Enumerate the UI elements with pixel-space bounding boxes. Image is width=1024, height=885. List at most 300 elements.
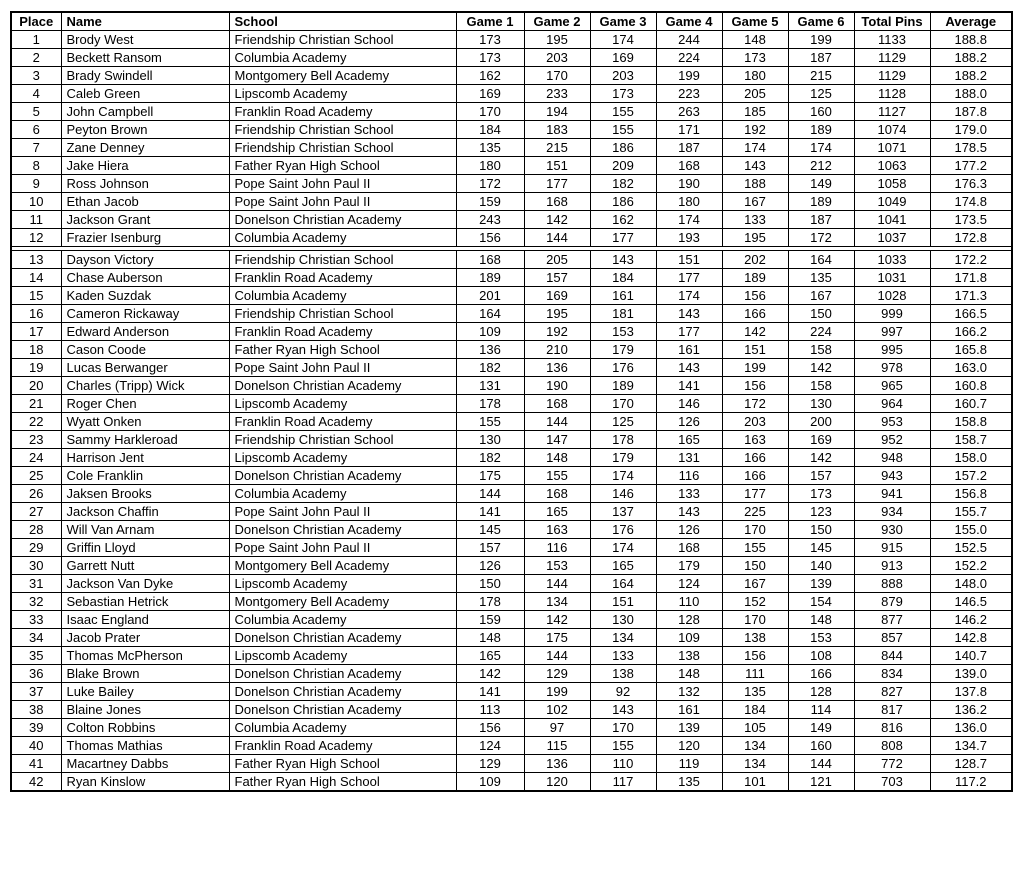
cell-average: 171.8 bbox=[930, 269, 1012, 287]
cell-average: 152.5 bbox=[930, 539, 1012, 557]
cell-game-5: 172 bbox=[722, 395, 788, 413]
cell-place: 13 bbox=[11, 251, 61, 269]
cell-game-5: 148 bbox=[722, 31, 788, 49]
cell-average: 156.8 bbox=[930, 485, 1012, 503]
cell-game-4: 190 bbox=[656, 175, 722, 193]
cell-game-1: 129 bbox=[456, 755, 524, 773]
cell-game-4: 109 bbox=[656, 629, 722, 647]
cell-total-pins: 888 bbox=[854, 575, 930, 593]
cell-game-4: 119 bbox=[656, 755, 722, 773]
cell-school: Donelson Christian Academy bbox=[229, 377, 456, 395]
cell-game-1: 162 bbox=[456, 67, 524, 85]
cell-game-3: 117 bbox=[590, 773, 656, 792]
cell-average: 158.7 bbox=[930, 431, 1012, 449]
cell-place: 17 bbox=[11, 323, 61, 341]
cell-game-6: 125 bbox=[788, 85, 854, 103]
cell-game-3: 92 bbox=[590, 683, 656, 701]
cell-game-1: 201 bbox=[456, 287, 524, 305]
cell-average: 187.8 bbox=[930, 103, 1012, 121]
cell-game-4: 161 bbox=[656, 701, 722, 719]
cell-game-1: 159 bbox=[456, 611, 524, 629]
cell-game-1: 180 bbox=[456, 157, 524, 175]
cell-game-2: 195 bbox=[524, 305, 590, 323]
cell-game-2: 205 bbox=[524, 251, 590, 269]
cell-school: Lipscomb Academy bbox=[229, 395, 456, 413]
table-row bbox=[11, 773, 1012, 792]
cell-game-3: 209 bbox=[590, 157, 656, 175]
table-row bbox=[11, 157, 1012, 175]
cell-game-6: 174 bbox=[788, 139, 854, 157]
cell-game-3: 169 bbox=[590, 49, 656, 67]
cell-game-6: 123 bbox=[788, 503, 854, 521]
header-row bbox=[11, 12, 1012, 31]
cell-name: Lucas Berwanger bbox=[61, 359, 229, 377]
cell-game-4: 174 bbox=[656, 287, 722, 305]
cell-game-3: 155 bbox=[590, 737, 656, 755]
cell-name: Kaden Suzdak bbox=[61, 287, 229, 305]
cell-name: Roger Chen bbox=[61, 395, 229, 413]
cell-total-pins: 877 bbox=[854, 611, 930, 629]
cell-name: Sebastian Hetrick bbox=[61, 593, 229, 611]
cell-total-pins: 1071 bbox=[854, 139, 930, 157]
cell-game-6: 224 bbox=[788, 323, 854, 341]
cell-game-5: 101 bbox=[722, 773, 788, 792]
cell-average: 188.2 bbox=[930, 49, 1012, 67]
cell-game-1: 170 bbox=[456, 103, 524, 121]
cell-game-2: 151 bbox=[524, 157, 590, 175]
table-row bbox=[11, 737, 1012, 755]
cell-school: Franklin Road Academy bbox=[229, 413, 456, 431]
cell-game-2: 190 bbox=[524, 377, 590, 395]
table-row bbox=[11, 229, 1012, 247]
cell-game-5: 155 bbox=[722, 539, 788, 557]
cell-name: Caleb Green bbox=[61, 85, 229, 103]
cell-game-6: 128 bbox=[788, 683, 854, 701]
table-row bbox=[11, 139, 1012, 157]
cell-average: 158.8 bbox=[930, 413, 1012, 431]
table-row bbox=[11, 323, 1012, 341]
cell-game-1: 182 bbox=[456, 359, 524, 377]
cell-game-2: 194 bbox=[524, 103, 590, 121]
cell-game-6: 164 bbox=[788, 251, 854, 269]
cell-game-1: 178 bbox=[456, 593, 524, 611]
cell-name: Edward Anderson bbox=[61, 323, 229, 341]
cell-game-3: 146 bbox=[590, 485, 656, 503]
cell-game-6: 139 bbox=[788, 575, 854, 593]
cell-average: 128.7 bbox=[930, 755, 1012, 773]
cell-school: Columbia Academy bbox=[229, 229, 456, 247]
cell-school: Columbia Academy bbox=[229, 485, 456, 503]
cell-school: Franklin Road Academy bbox=[229, 269, 456, 287]
cell-game-5: 135 bbox=[722, 683, 788, 701]
table-row bbox=[11, 467, 1012, 485]
cell-average: 139.0 bbox=[930, 665, 1012, 683]
cell-game-1: 141 bbox=[456, 683, 524, 701]
cell-place: 33 bbox=[11, 611, 61, 629]
cell-average: 188.8 bbox=[930, 31, 1012, 49]
cell-place: 11 bbox=[11, 211, 61, 229]
cell-total-pins: 943 bbox=[854, 467, 930, 485]
table-row bbox=[11, 287, 1012, 305]
column-header-game-6: Game 6 bbox=[788, 12, 854, 31]
cell-game-5: 195 bbox=[722, 229, 788, 247]
cell-game-2: 168 bbox=[524, 395, 590, 413]
cell-game-1: 164 bbox=[456, 305, 524, 323]
cell-game-6: 167 bbox=[788, 287, 854, 305]
cell-name: Chase Auberson bbox=[61, 269, 229, 287]
cell-name: Thomas Mathias bbox=[61, 737, 229, 755]
cell-average: 117.2 bbox=[930, 773, 1012, 792]
cell-game-3: 134 bbox=[590, 629, 656, 647]
cell-total-pins: 1128 bbox=[854, 85, 930, 103]
cell-game-4: 187 bbox=[656, 139, 722, 157]
cell-game-3: 174 bbox=[590, 539, 656, 557]
cell-average: 136.2 bbox=[930, 701, 1012, 719]
cell-average: 146.5 bbox=[930, 593, 1012, 611]
cell-place: 5 bbox=[11, 103, 61, 121]
cell-place: 31 bbox=[11, 575, 61, 593]
cell-game-5: 203 bbox=[722, 413, 788, 431]
cell-average: 172.8 bbox=[930, 229, 1012, 247]
cell-school: Donelson Christian Academy bbox=[229, 521, 456, 539]
cell-average: 166.2 bbox=[930, 323, 1012, 341]
cell-average: 140.7 bbox=[930, 647, 1012, 665]
cell-total-pins: 1127 bbox=[854, 103, 930, 121]
cell-game-6: 187 bbox=[788, 49, 854, 67]
cell-school: Pope Saint John Paul II bbox=[229, 359, 456, 377]
cell-game-4: 180 bbox=[656, 193, 722, 211]
cell-game-5: 185 bbox=[722, 103, 788, 121]
cell-game-6: 172 bbox=[788, 229, 854, 247]
cell-game-6: 153 bbox=[788, 629, 854, 647]
cell-game-2: 155 bbox=[524, 467, 590, 485]
cell-game-5: 111 bbox=[722, 665, 788, 683]
cell-game-3: 176 bbox=[590, 359, 656, 377]
cell-game-5: 166 bbox=[722, 305, 788, 323]
column-header-game-1: Game 1 bbox=[456, 12, 524, 31]
cell-place: 40 bbox=[11, 737, 61, 755]
table-row bbox=[11, 701, 1012, 719]
cell-game-5: 170 bbox=[722, 521, 788, 539]
cell-name: Will Van Arnam bbox=[61, 521, 229, 539]
cell-school: Montgomery Bell Academy bbox=[229, 593, 456, 611]
table-row bbox=[11, 593, 1012, 611]
cell-game-4: 124 bbox=[656, 575, 722, 593]
cell-game-5: 150 bbox=[722, 557, 788, 575]
cell-name: Ryan Kinslow bbox=[61, 773, 229, 792]
cell-average: 158.0 bbox=[930, 449, 1012, 467]
cell-game-1: 173 bbox=[456, 31, 524, 49]
cell-game-1: 156 bbox=[456, 719, 524, 737]
cell-game-1: 131 bbox=[456, 377, 524, 395]
cell-game-1: 178 bbox=[456, 395, 524, 413]
cell-school: Friendship Christian School bbox=[229, 305, 456, 323]
cell-total-pins: 844 bbox=[854, 647, 930, 665]
cell-school: Friendship Christian School bbox=[229, 139, 456, 157]
cell-school: Columbia Academy bbox=[229, 287, 456, 305]
cell-game-1: 172 bbox=[456, 175, 524, 193]
cell-game-4: 168 bbox=[656, 157, 722, 175]
cell-game-1: 113 bbox=[456, 701, 524, 719]
cell-average: 134.7 bbox=[930, 737, 1012, 755]
cell-game-5: 156 bbox=[722, 377, 788, 395]
cell-place: 39 bbox=[11, 719, 61, 737]
cell-name: Luke Bailey bbox=[61, 683, 229, 701]
cell-game-6: 160 bbox=[788, 103, 854, 121]
cell-school: Lipscomb Academy bbox=[229, 575, 456, 593]
cell-school: Donelson Christian Academy bbox=[229, 211, 456, 229]
cell-name: Blake Brown bbox=[61, 665, 229, 683]
cell-game-3: 162 bbox=[590, 211, 656, 229]
cell-game-5: 166 bbox=[722, 449, 788, 467]
cell-game-2: 115 bbox=[524, 737, 590, 755]
cell-game-5: 202 bbox=[722, 251, 788, 269]
cell-game-4: 116 bbox=[656, 467, 722, 485]
cell-game-3: 184 bbox=[590, 269, 656, 287]
cell-school: Lipscomb Academy bbox=[229, 647, 456, 665]
cell-game-4: 138 bbox=[656, 647, 722, 665]
cell-game-3: 155 bbox=[590, 103, 656, 121]
cell-school: Pope Saint John Paul II bbox=[229, 193, 456, 211]
cell-game-1: 136 bbox=[456, 341, 524, 359]
cell-place: 41 bbox=[11, 755, 61, 773]
cell-game-4: 143 bbox=[656, 359, 722, 377]
cell-game-5: 152 bbox=[722, 593, 788, 611]
cell-game-1: 142 bbox=[456, 665, 524, 683]
cell-game-5: 134 bbox=[722, 737, 788, 755]
cell-game-1: 124 bbox=[456, 737, 524, 755]
cell-place: 3 bbox=[11, 67, 61, 85]
cell-game-2: 233 bbox=[524, 85, 590, 103]
cell-place: 7 bbox=[11, 139, 61, 157]
cell-game-3: 182 bbox=[590, 175, 656, 193]
cell-name: Brady Swindell bbox=[61, 67, 229, 85]
cell-game-2: 144 bbox=[524, 647, 590, 665]
cell-place: 14 bbox=[11, 269, 61, 287]
cell-game-5: 143 bbox=[722, 157, 788, 175]
table-row bbox=[11, 67, 1012, 85]
cell-average: 148.0 bbox=[930, 575, 1012, 593]
cell-place: 37 bbox=[11, 683, 61, 701]
cell-place: 32 bbox=[11, 593, 61, 611]
cell-total-pins: 930 bbox=[854, 521, 930, 539]
cell-game-1: 184 bbox=[456, 121, 524, 139]
cell-name: Sammy Harkleroad bbox=[61, 431, 229, 449]
cell-place: 9 bbox=[11, 175, 61, 193]
cell-place: 35 bbox=[11, 647, 61, 665]
cell-game-5: 142 bbox=[722, 323, 788, 341]
cell-game-4: 168 bbox=[656, 539, 722, 557]
cell-game-4: 193 bbox=[656, 229, 722, 247]
cell-school: Pope Saint John Paul II bbox=[229, 175, 456, 193]
cell-game-5: 167 bbox=[722, 575, 788, 593]
table-row bbox=[11, 629, 1012, 647]
cell-name: Cole Franklin bbox=[61, 467, 229, 485]
cell-school: Columbia Academy bbox=[229, 719, 456, 737]
cell-game-4: 224 bbox=[656, 49, 722, 67]
cell-game-2: 215 bbox=[524, 139, 590, 157]
cell-school: Franklin Road Academy bbox=[229, 323, 456, 341]
cell-game-3: 178 bbox=[590, 431, 656, 449]
cell-game-6: 189 bbox=[788, 193, 854, 211]
cell-average: 142.8 bbox=[930, 629, 1012, 647]
cell-total-pins: 816 bbox=[854, 719, 930, 737]
cell-game-1: 156 bbox=[456, 229, 524, 247]
cell-average: 188.0 bbox=[930, 85, 1012, 103]
cell-game-2: 175 bbox=[524, 629, 590, 647]
cell-place: 36 bbox=[11, 665, 61, 683]
table-row bbox=[11, 665, 1012, 683]
cell-game-1: 109 bbox=[456, 323, 524, 341]
table-row bbox=[11, 211, 1012, 229]
cell-game-1: 155 bbox=[456, 413, 524, 431]
cell-average: 178.5 bbox=[930, 139, 1012, 157]
cell-game-4: 133 bbox=[656, 485, 722, 503]
cell-game-5: 133 bbox=[722, 211, 788, 229]
cell-game-6: 157 bbox=[788, 467, 854, 485]
cell-place: 25 bbox=[11, 467, 61, 485]
cell-school: Friendship Christian School bbox=[229, 121, 456, 139]
cell-game-6: 149 bbox=[788, 175, 854, 193]
cell-game-6: 154 bbox=[788, 593, 854, 611]
cell-game-1: 109 bbox=[456, 773, 524, 792]
cell-game-1: 169 bbox=[456, 85, 524, 103]
cell-name: Jackson Chaffin bbox=[61, 503, 229, 521]
cell-total-pins: 1129 bbox=[854, 49, 930, 67]
cell-game-5: 151 bbox=[722, 341, 788, 359]
cell-game-5: 184 bbox=[722, 701, 788, 719]
cell-total-pins: 857 bbox=[854, 629, 930, 647]
cell-school: Donelson Christian Academy bbox=[229, 683, 456, 701]
cell-game-1: 159 bbox=[456, 193, 524, 211]
cell-game-5: 180 bbox=[722, 67, 788, 85]
cell-school: Father Ryan High School bbox=[229, 341, 456, 359]
cell-name: Zane Denney bbox=[61, 139, 229, 157]
cell-game-6: 142 bbox=[788, 359, 854, 377]
cell-school: Pope Saint John Paul II bbox=[229, 503, 456, 521]
cell-game-2: 148 bbox=[524, 449, 590, 467]
cell-total-pins: 834 bbox=[854, 665, 930, 683]
cell-game-3: 143 bbox=[590, 701, 656, 719]
cell-game-1: 189 bbox=[456, 269, 524, 287]
cell-total-pins: 817 bbox=[854, 701, 930, 719]
cell-school: Lipscomb Academy bbox=[229, 85, 456, 103]
table-row bbox=[11, 395, 1012, 413]
cell-game-6: 148 bbox=[788, 611, 854, 629]
table-row bbox=[11, 719, 1012, 737]
table-row bbox=[11, 575, 1012, 593]
cell-name: Thomas McPherson bbox=[61, 647, 229, 665]
cell-place: 20 bbox=[11, 377, 61, 395]
cell-total-pins: 703 bbox=[854, 773, 930, 792]
cell-game-5: 177 bbox=[722, 485, 788, 503]
cell-game-4: 135 bbox=[656, 773, 722, 792]
cell-total-pins: 827 bbox=[854, 683, 930, 701]
cell-game-5: 156 bbox=[722, 647, 788, 665]
column-header-place: Place bbox=[11, 12, 61, 31]
cell-school: Friendship Christian School bbox=[229, 31, 456, 49]
cell-name: Jake Hiera bbox=[61, 157, 229, 175]
cell-game-6: 173 bbox=[788, 485, 854, 503]
cell-average: 137.8 bbox=[930, 683, 1012, 701]
cell-game-6: 158 bbox=[788, 341, 854, 359]
cell-place: 30 bbox=[11, 557, 61, 575]
cell-game-3: 130 bbox=[590, 611, 656, 629]
cell-average: 160.8 bbox=[930, 377, 1012, 395]
cell-game-1: 243 bbox=[456, 211, 524, 229]
cell-average: 173.5 bbox=[930, 211, 1012, 229]
cell-game-2: 210 bbox=[524, 341, 590, 359]
table-row bbox=[11, 341, 1012, 359]
cell-place: 22 bbox=[11, 413, 61, 431]
cell-name: Ethan Jacob bbox=[61, 193, 229, 211]
cell-school: Montgomery Bell Academy bbox=[229, 557, 456, 575]
cell-game-2: 195 bbox=[524, 31, 590, 49]
cell-game-2: 192 bbox=[524, 323, 590, 341]
table-row bbox=[11, 193, 1012, 211]
cell-average: 176.3 bbox=[930, 175, 1012, 193]
table-row bbox=[11, 49, 1012, 67]
cell-place: 19 bbox=[11, 359, 61, 377]
cell-average: 136.0 bbox=[930, 719, 1012, 737]
table-row bbox=[11, 103, 1012, 121]
cell-game-5: 163 bbox=[722, 431, 788, 449]
cell-total-pins: 1049 bbox=[854, 193, 930, 211]
cell-game-6: 189 bbox=[788, 121, 854, 139]
cell-place: 15 bbox=[11, 287, 61, 305]
cell-game-5: 166 bbox=[722, 467, 788, 485]
cell-average: 163.0 bbox=[930, 359, 1012, 377]
cell-game-5: 205 bbox=[722, 85, 788, 103]
column-header-name: Name bbox=[61, 12, 229, 31]
cell-game-3: 170 bbox=[590, 395, 656, 413]
cell-game-3: 186 bbox=[590, 193, 656, 211]
cell-game-2: 147 bbox=[524, 431, 590, 449]
cell-school: Father Ryan High School bbox=[229, 773, 456, 792]
cell-school: Father Ryan High School bbox=[229, 157, 456, 175]
cell-place: 21 bbox=[11, 395, 61, 413]
table-header bbox=[11, 12, 1012, 31]
table-row bbox=[11, 521, 1012, 539]
cell-game-2: 168 bbox=[524, 193, 590, 211]
cell-game-3: 173 bbox=[590, 85, 656, 103]
cell-game-4: 165 bbox=[656, 431, 722, 449]
table-row bbox=[11, 539, 1012, 557]
cell-school: Friendship Christian School bbox=[229, 431, 456, 449]
cell-game-4: 110 bbox=[656, 593, 722, 611]
cell-game-6: 142 bbox=[788, 449, 854, 467]
cell-game-6: 200 bbox=[788, 413, 854, 431]
cell-game-1: 165 bbox=[456, 647, 524, 665]
cell-game-3: 186 bbox=[590, 139, 656, 157]
cell-school: Friendship Christian School bbox=[229, 251, 456, 269]
cell-game-2: 165 bbox=[524, 503, 590, 521]
cell-school: Pope Saint John Paul II bbox=[229, 539, 456, 557]
column-header-game-3: Game 3 bbox=[590, 12, 656, 31]
cell-place: 23 bbox=[11, 431, 61, 449]
table-row bbox=[11, 431, 1012, 449]
cell-total-pins: 941 bbox=[854, 485, 930, 503]
cell-game-5: 199 bbox=[722, 359, 788, 377]
cell-total-pins: 1129 bbox=[854, 67, 930, 85]
cell-game-6: 114 bbox=[788, 701, 854, 719]
cell-name: Jackson Grant bbox=[61, 211, 229, 229]
cell-game-4: 177 bbox=[656, 269, 722, 287]
cell-game-4: 132 bbox=[656, 683, 722, 701]
cell-game-6: 140 bbox=[788, 557, 854, 575]
table-row bbox=[11, 755, 1012, 773]
cell-game-4: 161 bbox=[656, 341, 722, 359]
